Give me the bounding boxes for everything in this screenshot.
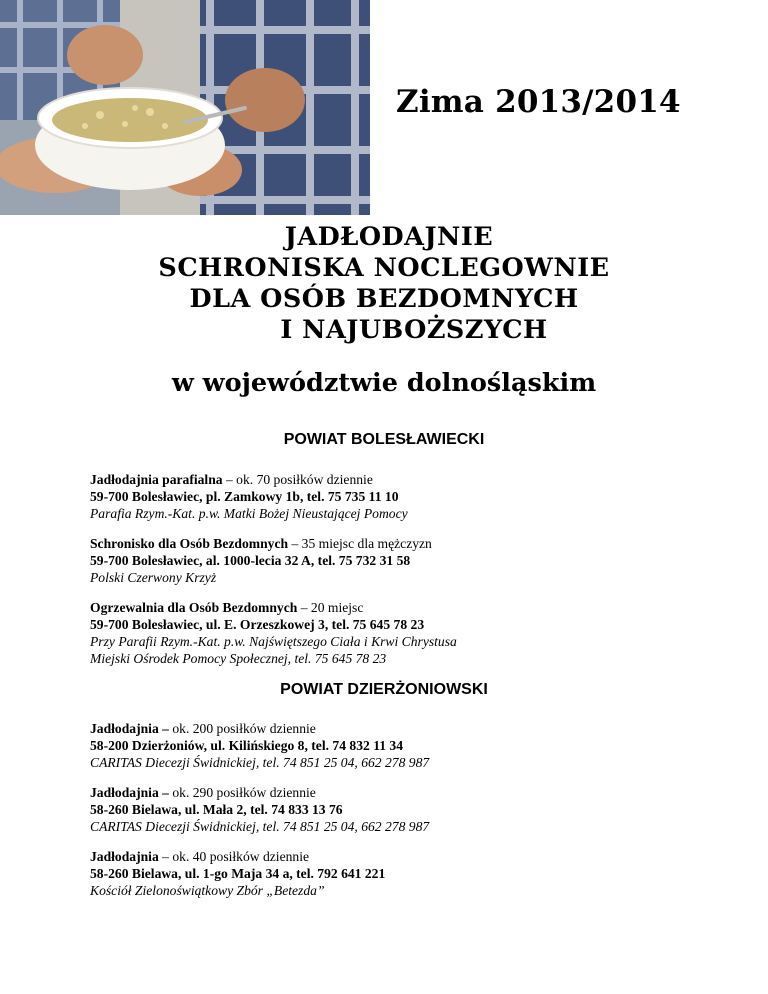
facility-address: 58-200 Dzierżoniów, ul. Kilińskiego 8, tel. 74 832 11 34 [90, 738, 404, 753]
soup-bowl-photo [0, 0, 370, 215]
facility-entry [90, 535, 730, 586]
facility-detail: – 20 miejsc [297, 600, 364, 615]
facility-name-line [90, 535, 730, 552]
facility-detail: – ok. 70 posiłków dziennie [222, 472, 373, 487]
facility-name: Jadłodajnia – [90, 721, 169, 736]
facility-detail: ok. 200 posiłków dziennie [168, 721, 316, 736]
facility-organization: CARITAS Diecezji Świdnickiej, tel. 74 851 25 04, 662 278 987 [90, 819, 430, 834]
facility-name: Ogrzewalnia dla Osób Bezdomnych [90, 600, 298, 615]
facility-address: 59-700 Bolesławiec, al. 1000-lecia 32 A, tel. 75 732 31 58 [90, 553, 411, 568]
facility-address: 58-260 Bielawa, ul. Mała 2, tel. 74 833 13 76 [90, 802, 343, 817]
headline-line: DLA OSÓB BEZDOMNYCH [189, 284, 579, 314]
facility-organization: Kościół Zielonoświątkowy Zbór „Betezda” [90, 883, 325, 898]
facility-address: 59-700 Bolesławiec, ul. E. Orzeszkowej 3, tel. 75 645 78 23 [90, 617, 425, 632]
facility-entry [90, 471, 730, 522]
facility-name: Jadłodajnia – [90, 785, 169, 800]
facility-address: 58-260 Bielawa, ul. 1-go Maja 34 a, tel. 792 641 221 [90, 866, 386, 881]
document-headline [0, 222, 768, 346]
facility-name-line [90, 784, 730, 801]
facility-name: Jadłodajnia parafialna [90, 472, 223, 487]
facility-detail: ok. 290 posiłków dziennie [168, 785, 316, 800]
facility-detail: – ok. 40 posiłków dziennie [158, 849, 310, 864]
facility-organization: Przy Parafii Rzym.-Kat. p.w. Najświętszego Ciała i Krwi Chrystusa [90, 634, 457, 649]
facility-name-line [90, 599, 730, 616]
facility-organization: CARITAS Diecezji Świdnickiej, tel. 74 851 25 04, 662 278 987 [90, 755, 430, 770]
facility-detail: – 35 miejsc dla mężczyzn [288, 536, 432, 551]
facility-name-line [90, 720, 730, 737]
facility-organization: Miejski Ośrodek Pomocy Społecznej, tel. 75 645 78 23 [90, 651, 387, 666]
facility-name-line [90, 471, 730, 488]
facility-organization: Polski Czerwony Krzyż [90, 570, 217, 585]
region-subtitle: w województwie dolnośląskim [171, 368, 597, 398]
facility-name: Schronisko dla Osób Bezdomnych [90, 536, 289, 551]
facility-entry [90, 720, 730, 771]
facility-entry [90, 784, 730, 835]
facility-name-line [90, 848, 730, 865]
headline-line: I NAJUBOŻSZYCH [280, 315, 548, 345]
section-title: POWIAT DZIERŻONIOWSKI [280, 681, 488, 698]
section-title: POWIAT BOLESŁAWIECKI [283, 431, 485, 448]
season-title: Zima 2013/2014 [396, 84, 681, 120]
facility-organization: Parafia Rzym.-Kat. p.w. Matki Bożej Nieustającej Pomocy [90, 506, 408, 521]
facility-entry [90, 599, 730, 667]
facility-name: Jadłodajnia [90, 849, 159, 864]
facility-address: 59-700 Bolesławiec, pl. Zamkowy 1b, tel. 75 735 11 10 [90, 489, 399, 504]
headline-line: JADŁODAJNIE [284, 222, 494, 252]
facility-entry [90, 848, 730, 899]
headline-line: SCHRONISKA NOCLEGOWNIE [158, 253, 610, 283]
